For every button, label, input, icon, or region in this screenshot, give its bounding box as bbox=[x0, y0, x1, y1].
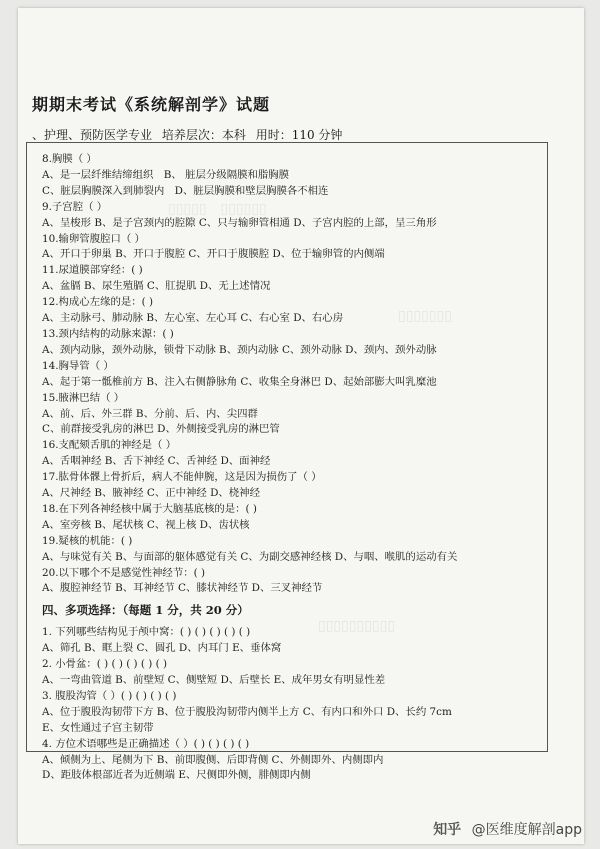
question-line: 16.支配颏舌肌的神经是（ ） bbox=[42, 439, 177, 452]
question-line: 18.在下列各神经核中属于大脑基底核的是：( ) bbox=[42, 502, 257, 515]
question-line: 4. 方位术语哪些是正确描述（ ）( ) ( ) ( ) ( ) bbox=[42, 737, 250, 750]
question-line: C、前群接受乳房的淋巴 D、外侧接受乳房的淋巴管 bbox=[42, 423, 280, 436]
question-line: A、一弯曲管道 B、前壁短 C、侧壁短 D、后壁长 E、成年男女有明显性差 bbox=[42, 674, 386, 686]
bleed-through-decoration: ▯▯▯▯▯▯▯▯▯▯ bbox=[318, 618, 396, 634]
question-line: A、开口于卵巢 B、开口于腹腔 C、开口于腹膜腔 D、位于输卵管的内侧端 bbox=[42, 248, 385, 261]
exam-subtitle bbox=[32, 126, 348, 143]
question-line: A、盆膈 B、尿生殖膈 C、肛提肌 D、无上述情况 bbox=[42, 280, 271, 293]
question-line: 3. 腹股沟管（ ）( ) ( ) ( ) ( ) bbox=[42, 689, 177, 702]
question-line: 20.以下哪个不是感觉性神经节：( ) bbox=[42, 566, 206, 579]
question-line: A、筛孔 B、眶上裂 C、圆孔 D、内耳门 E、垂体窝 bbox=[42, 642, 282, 655]
question-line: A、位于腹股沟韧带下方 B、位于腹股沟韧带内侧半上方 C、有内口和外口 D、长约 7cm bbox=[42, 705, 452, 718]
subtitle-majors: 、护理、预防医学专业 bbox=[32, 128, 153, 142]
zhihu-watermark bbox=[433, 819, 582, 839]
question-line: A、倾侧为上、尾侧为下 B、前即腹侧、后即背侧 C、外侧即外、内侧即内 bbox=[42, 753, 384, 766]
question-line: 13.颈内结构的动脉来源：( ) bbox=[42, 327, 174, 340]
question-line: A、舌咽神经 B、舌下神经 C、舌神经 D、面神经 bbox=[42, 455, 271, 468]
question-line: A、呈梭形 B、是子宫颈内的腔隙 C、只与输卵管相通 D、子宫内腔的上部，呈三角形 bbox=[42, 216, 437, 229]
question-list bbox=[42, 152, 542, 784]
subtitle-level: 培养层次：本科 bbox=[161, 128, 246, 142]
question-line: 14.胸导管（ ） bbox=[42, 359, 114, 372]
question-line: 11.尿道膜部穿经：( ) bbox=[42, 264, 143, 277]
question-line: 2. 小骨盆：( ) ( ) ( ) ( ) ( ) bbox=[42, 658, 168, 671]
subtitle-time: 用时：110 分钟 bbox=[255, 128, 343, 142]
question-line: 19.疑核的机能：( ) bbox=[42, 534, 133, 547]
bleed-through-decoration: ▯▯▯▯▯ ▯▯▯▯▯▯ bbox=[168, 201, 267, 217]
question-line: D、距肢体根部近者为近侧端 E、尺侧即外侧，腓侧即内侧 bbox=[42, 769, 311, 782]
exam-title: 期期末考试《系统解剖学》试题 bbox=[32, 95, 271, 114]
question-line: A、前、后、外三群 B、分前、后、内、尖四群 bbox=[42, 407, 258, 420]
question-line: E、女性通过子宫主韧带 bbox=[42, 721, 154, 734]
question-line: C、脏层胸膜深入到肺裂内 D、脏层胸膜和壁层胸膜各不相连 bbox=[42, 184, 329, 197]
question-line: A、主动脉弓、肺动脉 B、左心室、左心耳 C、右心室 D、右心房 bbox=[42, 312, 344, 325]
question-line: A、是一层纤维结缔组织 B、 脏层分级隔膜和脂胸膜 bbox=[42, 168, 290, 181]
question-line: 10.输卵管腹腔口（ ） bbox=[42, 232, 145, 245]
section-heading-multiple-choice: 四、多项选择：（每题 1 分，共 20 分） bbox=[42, 603, 249, 618]
question-line: A、室旁核 B、尾状核 C、视上核 D、齿状核 bbox=[42, 518, 250, 531]
bleed-through-decoration: ▯▯▯▯▯▯▯ bbox=[398, 308, 452, 324]
question-line: A、颈内动脉，颈外动脉，锁骨下动脉 B、颈内动脉 C、颈外动脉 D、颈内、颈外动脉 bbox=[42, 343, 437, 356]
question-line: 1. 下列哪些结构见于颅中窝：( ) ( ) ( ) ( ) ( ) bbox=[42, 626, 251, 639]
question-line: 8.胸膜（ ） bbox=[42, 153, 97, 165]
question-line: A、起于第一骶椎前方 B、注入右侧静脉角 C、收集全身淋巴 D、起始部膨大叫乳糜池 bbox=[42, 375, 437, 388]
question-line: 12.构成心左缘的是：( ) bbox=[42, 296, 154, 309]
question-line: 15.腋淋巴结（ ） bbox=[42, 391, 125, 404]
question-line: 9.子宫腔（ ） bbox=[42, 200, 108, 213]
watermark-handle: @医维度解剖app bbox=[471, 822, 582, 838]
zhihu-logo: 知乎 bbox=[433, 822, 462, 838]
question-line: A、尺神经 B、腋神经 C、正中神经 D、桡神经 bbox=[42, 487, 260, 500]
question-line: 17.肱骨体髁上骨折后，病人不能伸腕，这是因为损伤了（ ） bbox=[42, 471, 322, 484]
question-line: A、腹腔神经节 B、耳神经节 C、膝状神经节 D、三叉神经节 bbox=[42, 582, 323, 595]
question-line: A、与味觉有关 B、与面部的躯体感觉有关 C、为副交感神经核 D、与咽、喉肌的运动有关 bbox=[42, 550, 458, 563]
